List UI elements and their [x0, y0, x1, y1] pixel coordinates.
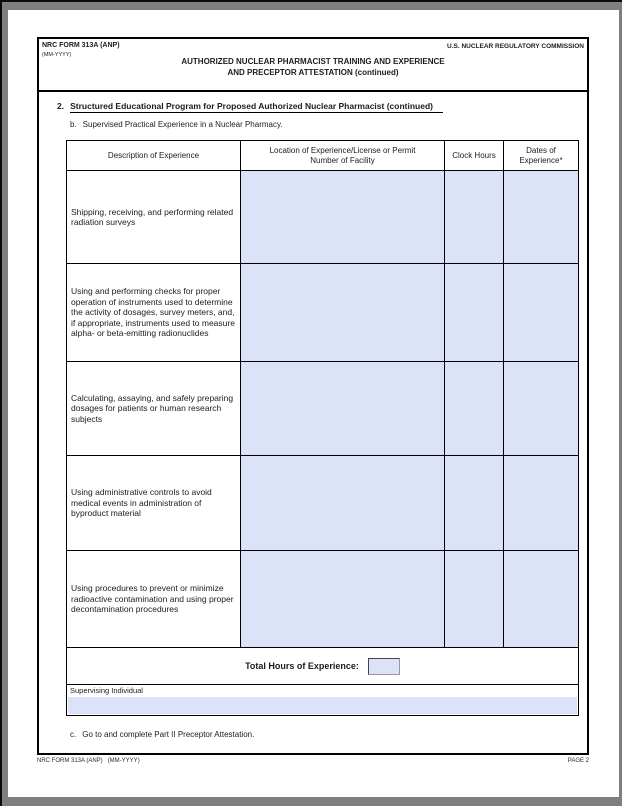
location-field-5[interactable]	[241, 551, 445, 648]
col-header-location: Location of Experience/License or Permit Number of Facility	[241, 141, 445, 171]
footer-revision: (MM-YYYY)	[107, 758, 140, 764]
location-field-1[interactable]	[241, 171, 445, 264]
dates-field-2[interactable]	[504, 264, 579, 362]
clock-hours-field-4[interactable]	[445, 456, 504, 551]
footer-form-number: NRC FORM 313A (ANP)	[37, 758, 103, 764]
experience-description-4: Using administrative controls to avoid medical events in administration of byproduct material	[67, 456, 241, 551]
form-revision: (MM-YYYY)	[42, 52, 72, 58]
form-title-line1: AUTHORIZED NUCLEAR PHARMACIST TRAINING AND EXPERIENCE	[181, 57, 445, 66]
clock-hours-field-5[interactable]	[445, 551, 504, 648]
form-title-line2: AND PRECEPTOR ATTESTATION (continued)	[227, 68, 399, 77]
form-page	[8, 10, 619, 797]
clock-hours-field-2[interactable]	[445, 264, 504, 362]
dates-field-4[interactable]	[504, 456, 579, 551]
footer-form-id	[37, 758, 145, 764]
page-footer	[37, 758, 589, 764]
item-b-letter: b.	[70, 120, 77, 129]
total-hours-label: Total Hours of Experience:	[245, 661, 359, 671]
total-row	[67, 648, 579, 685]
clock-hours-field-3[interactable]	[445, 362, 504, 456]
section-number: 2.	[57, 101, 65, 111]
table-header-row	[67, 141, 579, 171]
item-c-text: Go to and complete Part II Preceptor Attestation.	[82, 730, 255, 739]
agency-name: U.S. NUCLEAR REGULATORY COMMISSION	[447, 43, 584, 50]
experience-description-2: Using and performing checks for proper operation of instruments used to determine the activity of dosages, survey meters, and, if appropriate, instruments used to measure alpha- or beta-emitting radionuclides	[67, 264, 241, 362]
experience-description-5: Using procedures to prevent or minimize radioactive contamination and using proper decontamination procedures	[67, 551, 241, 648]
form-number: NRC FORM 313A (ANP)	[42, 42, 120, 49]
table-row	[67, 171, 579, 264]
experience-description-3: Calculating, assaying, and safely preparing dosages for patients or human research subjects	[67, 362, 241, 456]
supervising-individual-field[interactable]	[68, 697, 577, 714]
section-2-heading	[57, 101, 587, 113]
form-outer-box	[37, 37, 589, 755]
section-title: Structured Educational Program for Proposed Authorized Nuclear Pharmacist (continued)	[70, 101, 443, 113]
item-b	[70, 120, 587, 129]
location-field-3[interactable]	[241, 362, 445, 456]
dates-field-1[interactable]	[504, 171, 579, 264]
item-b-text: Supervised Practical Experience in a Nuclear Pharmacy.	[82, 120, 283, 129]
item-c-letter: c.	[70, 730, 77, 739]
dates-field-3[interactable]	[504, 362, 579, 456]
dates-field-5[interactable]	[504, 551, 579, 648]
clock-hours-field-1[interactable]	[445, 171, 504, 264]
form-header	[39, 39, 587, 92]
col-header-clock-hours: Clock Hours	[445, 141, 504, 171]
experience-table	[66, 140, 579, 716]
col-header-description: Description of Experience	[67, 141, 241, 171]
supervising-individual-label: Supervising Individual	[70, 686, 143, 695]
total-hours-field[interactable]	[368, 658, 400, 675]
form-id-block	[42, 42, 120, 59]
table-row	[67, 551, 579, 648]
location-field-2[interactable]	[241, 264, 445, 362]
table-row	[67, 362, 579, 456]
col-header-dates: Dates of Experience*	[504, 141, 579, 171]
supervising-row	[67, 685, 579, 716]
item-c	[70, 730, 587, 739]
footer-page-number: PAGE 2	[567, 758, 589, 764]
experience-description-1: Shipping, receiving, and performing related radiation surveys	[67, 171, 241, 264]
table-row	[67, 456, 579, 551]
table-row	[67, 264, 579, 362]
location-field-4[interactable]	[241, 456, 445, 551]
